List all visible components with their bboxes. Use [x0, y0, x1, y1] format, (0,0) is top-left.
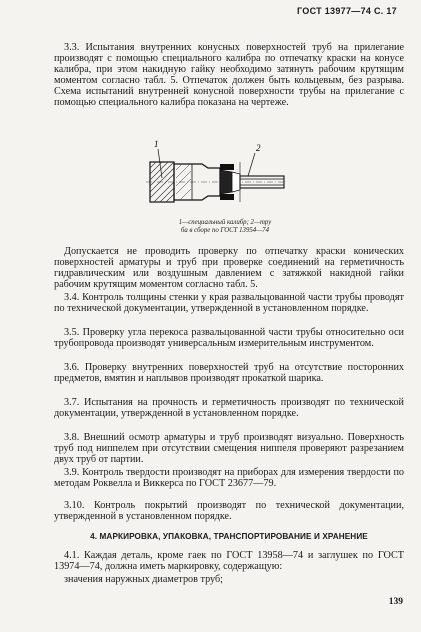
paragraph-3-4: 3.4. Контроль толщины стенки у края развальцованной части трубы проводят по технической документации, утвержденной в установленном порядке.	[54, 292, 404, 314]
page-header: ГОСТ 13977—74 С. 17	[296, 6, 397, 16]
paragraph-3-3: 3.3. Испытания внутренних конусных поверхностей труб на прилегание производят с помощью специального калибра по отпечатку краски на конусе калибра, при этом накидную гайку необходимо затянуть рабочим крутящим моментом согласно табл. 5. Отпечаток должен быть кольцевым, без разрыва. Схема испытаний внутренней конусной поверхности трубы на прилегание с помощью специального калибра показана на чертеже.	[54, 42, 404, 108]
calibre-drawing	[136, 138, 296, 220]
paragraph-3-10: 3.10. Контроль покрытий производят по технической документации, утвержденной в установленном порядке.	[54, 500, 404, 522]
figure-caption	[150, 219, 300, 235]
paragraph-4-1-item: значения наружных диаметров труб;	[64, 574, 223, 585]
caption-line-2: ба в сборе по ГОСТ 13954—74	[181, 227, 269, 234]
page-number: 139	[388, 597, 403, 607]
paragraph-permission: Допускается не проводить проверку по отпечатку краски конических поверхностей арматуры и труб при проверке соединений на герметичность гидравлическим или воздушным давлением с затяжкой накидной гайки рабочим крутящим моментом согласно табл. 5.	[54, 246, 404, 290]
paragraph-4-1: 4.1. Каждая деталь, кроме гаек по ГОСТ 13958—74 и заглушек по ГОСТ 13974—74, должна иметь маркировку, содержащую:	[54, 550, 404, 572]
paragraph-3-6: 3.6. Проверку внутренних поверхностей труб на отсутствие посторонних предметов, вмятин и наплывов производят прокаткой шарика.	[54, 362, 404, 384]
paragraph-3-8: 3.8. Внешний осмотр арматуры и труб производят визуально. Поверхность труб под ниппелем при отсутствии смещения ниппеля проверяют разрезанием двух труб от партии.	[54, 432, 404, 465]
caption-line-1: 1—специальный калибр; 2—тру	[178, 219, 272, 226]
section-4-title: 4. МАРКИРОВКА, УПАКОВКА, ТРАНСПОРТИРОВАНИЕ И ХРАНЕНИЕ	[90, 532, 368, 541]
paragraph-3-9: 3.9. Контроль твердости производят на приборах для измерения твердости по методам Роквелла и Виккерса по ГОСТ 23677—79.	[54, 467, 404, 489]
drawing-svg	[136, 138, 296, 220]
label-1: 1	[154, 139, 159, 149]
paragraph-3-5: 3.5. Проверку угла перекоса развальцованной части трубы относительно оси трубопровода производят универсальным измерительным инструментом.	[54, 327, 404, 349]
label-2: 2	[256, 143, 261, 153]
paragraph-3-7: 3.7. Испытания на прочность и герметичность производят по технической документации, утвержденной в установленном порядке.	[54, 397, 404, 419]
